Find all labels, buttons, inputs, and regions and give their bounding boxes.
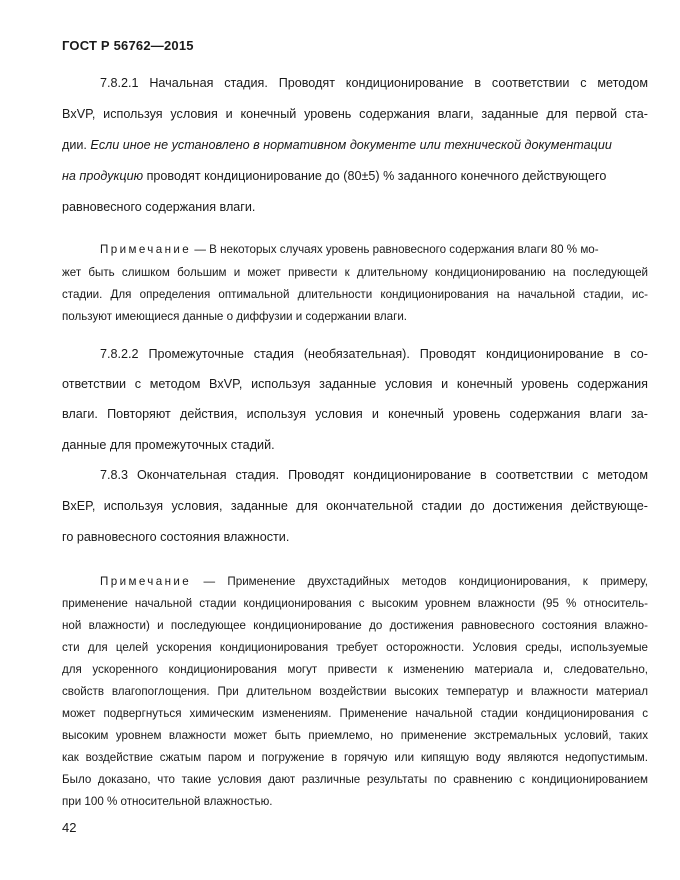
text-line: применение начальной стадии кондиционирования с высоким уровнем влажности (95 % относитель-	[62, 597, 648, 610]
page-number: 42	[62, 820, 77, 835]
text-line: влаги. Повторяют действия, используя условия и конечный уровень содержания влаги за-	[62, 407, 648, 421]
text-line: для ускоренного кондиционирования могут привести к изменению материала и, следовательно,	[62, 663, 648, 676]
text-line: Было доказано, что такие условия дают различные результаты по сравнению с кондиционированием	[62, 773, 648, 786]
text-line: при 100 % относительной влажностью.	[62, 795, 273, 808]
text-line	[100, 243, 648, 256]
text-span: — В некоторых случаях уровень равновесного содержания влаги 80 % мо-	[191, 243, 599, 256]
text-line: сти для целей ускорения кондиционирования требует осторожности. Условия среды, используемые	[62, 641, 648, 654]
italic-text: Если иное не установлено в нормативном документе или технической документации	[90, 138, 612, 152]
document-header: ГОСТ Р 56762—2015	[62, 38, 194, 53]
note-label: Примечание	[100, 243, 192, 256]
text-line: 7.8.2.2 Промежуточные стадия (необязательная). Проводят кондиционирование в со-	[100, 347, 648, 361]
text-line: может подвергнуться химическим изменениям. Применение начальной стадии кондиционирования с	[62, 707, 648, 720]
text-line: го равновесного состояния влажности.	[62, 530, 290, 544]
text-line: как воздействие сжатым паром и погружение в горячую или кипящую воду являются недопустимым.	[62, 751, 648, 764]
text-line: свойств влагопоглощения. При длительном воздействии высоких температур и влажности материал	[62, 685, 648, 698]
text-line: равновесного содержания влаги.	[62, 200, 256, 214]
text-line: BxVP, используя условия и конечный уровень содержания влаги, заданные для первой ста-	[62, 107, 648, 121]
text-line: высоким уровнем влажности может быть приемлемо, но применение экстремальных условий, таких	[62, 729, 648, 742]
text-line: BxEP, используя условия, заданные для окончательной стадии до достижения действующе-	[62, 499, 648, 513]
text-line: данные для промежуточных стадий.	[62, 438, 275, 452]
text-line: ответствии с методом BxVP, используя заданные условия и конечный уровень содержания	[62, 377, 648, 391]
text-line: 7.8.3 Окончательная стадия. Проводят кондиционирование в соответствии с методом	[100, 468, 648, 482]
text-line	[62, 169, 648, 183]
text-span: — Применение двухстадийных методов кондиционирования, к примеру,	[191, 575, 648, 588]
text-line: пользуют имеющиеся данные о диффузии и содержании влаги.	[62, 310, 408, 323]
text-line: стадии. Для определения оптимальной длительности кондиционирования на начальной стадии, ис-	[62, 288, 648, 301]
text-span: дии.	[62, 138, 91, 152]
text-line	[62, 138, 648, 152]
text-line: жет быть слишком большим и может привести к длительному кондиционированию на последующей	[62, 266, 648, 279]
text-line: ной влажности) и последующее кондиционирование до достижения равновесного состояния влажно-	[62, 619, 648, 632]
text-line: 7.8.2.1 Начальная стадия. Проводят кондиционирование в соответствии с методом	[100, 76, 648, 90]
text-span: проводят кондиционирование до (80±5) % заданного конечного действующего	[143, 169, 607, 183]
italic-text: на продукцию	[62, 169, 144, 183]
note-label: Примечание	[100, 575, 192, 588]
text-line	[100, 575, 648, 588]
